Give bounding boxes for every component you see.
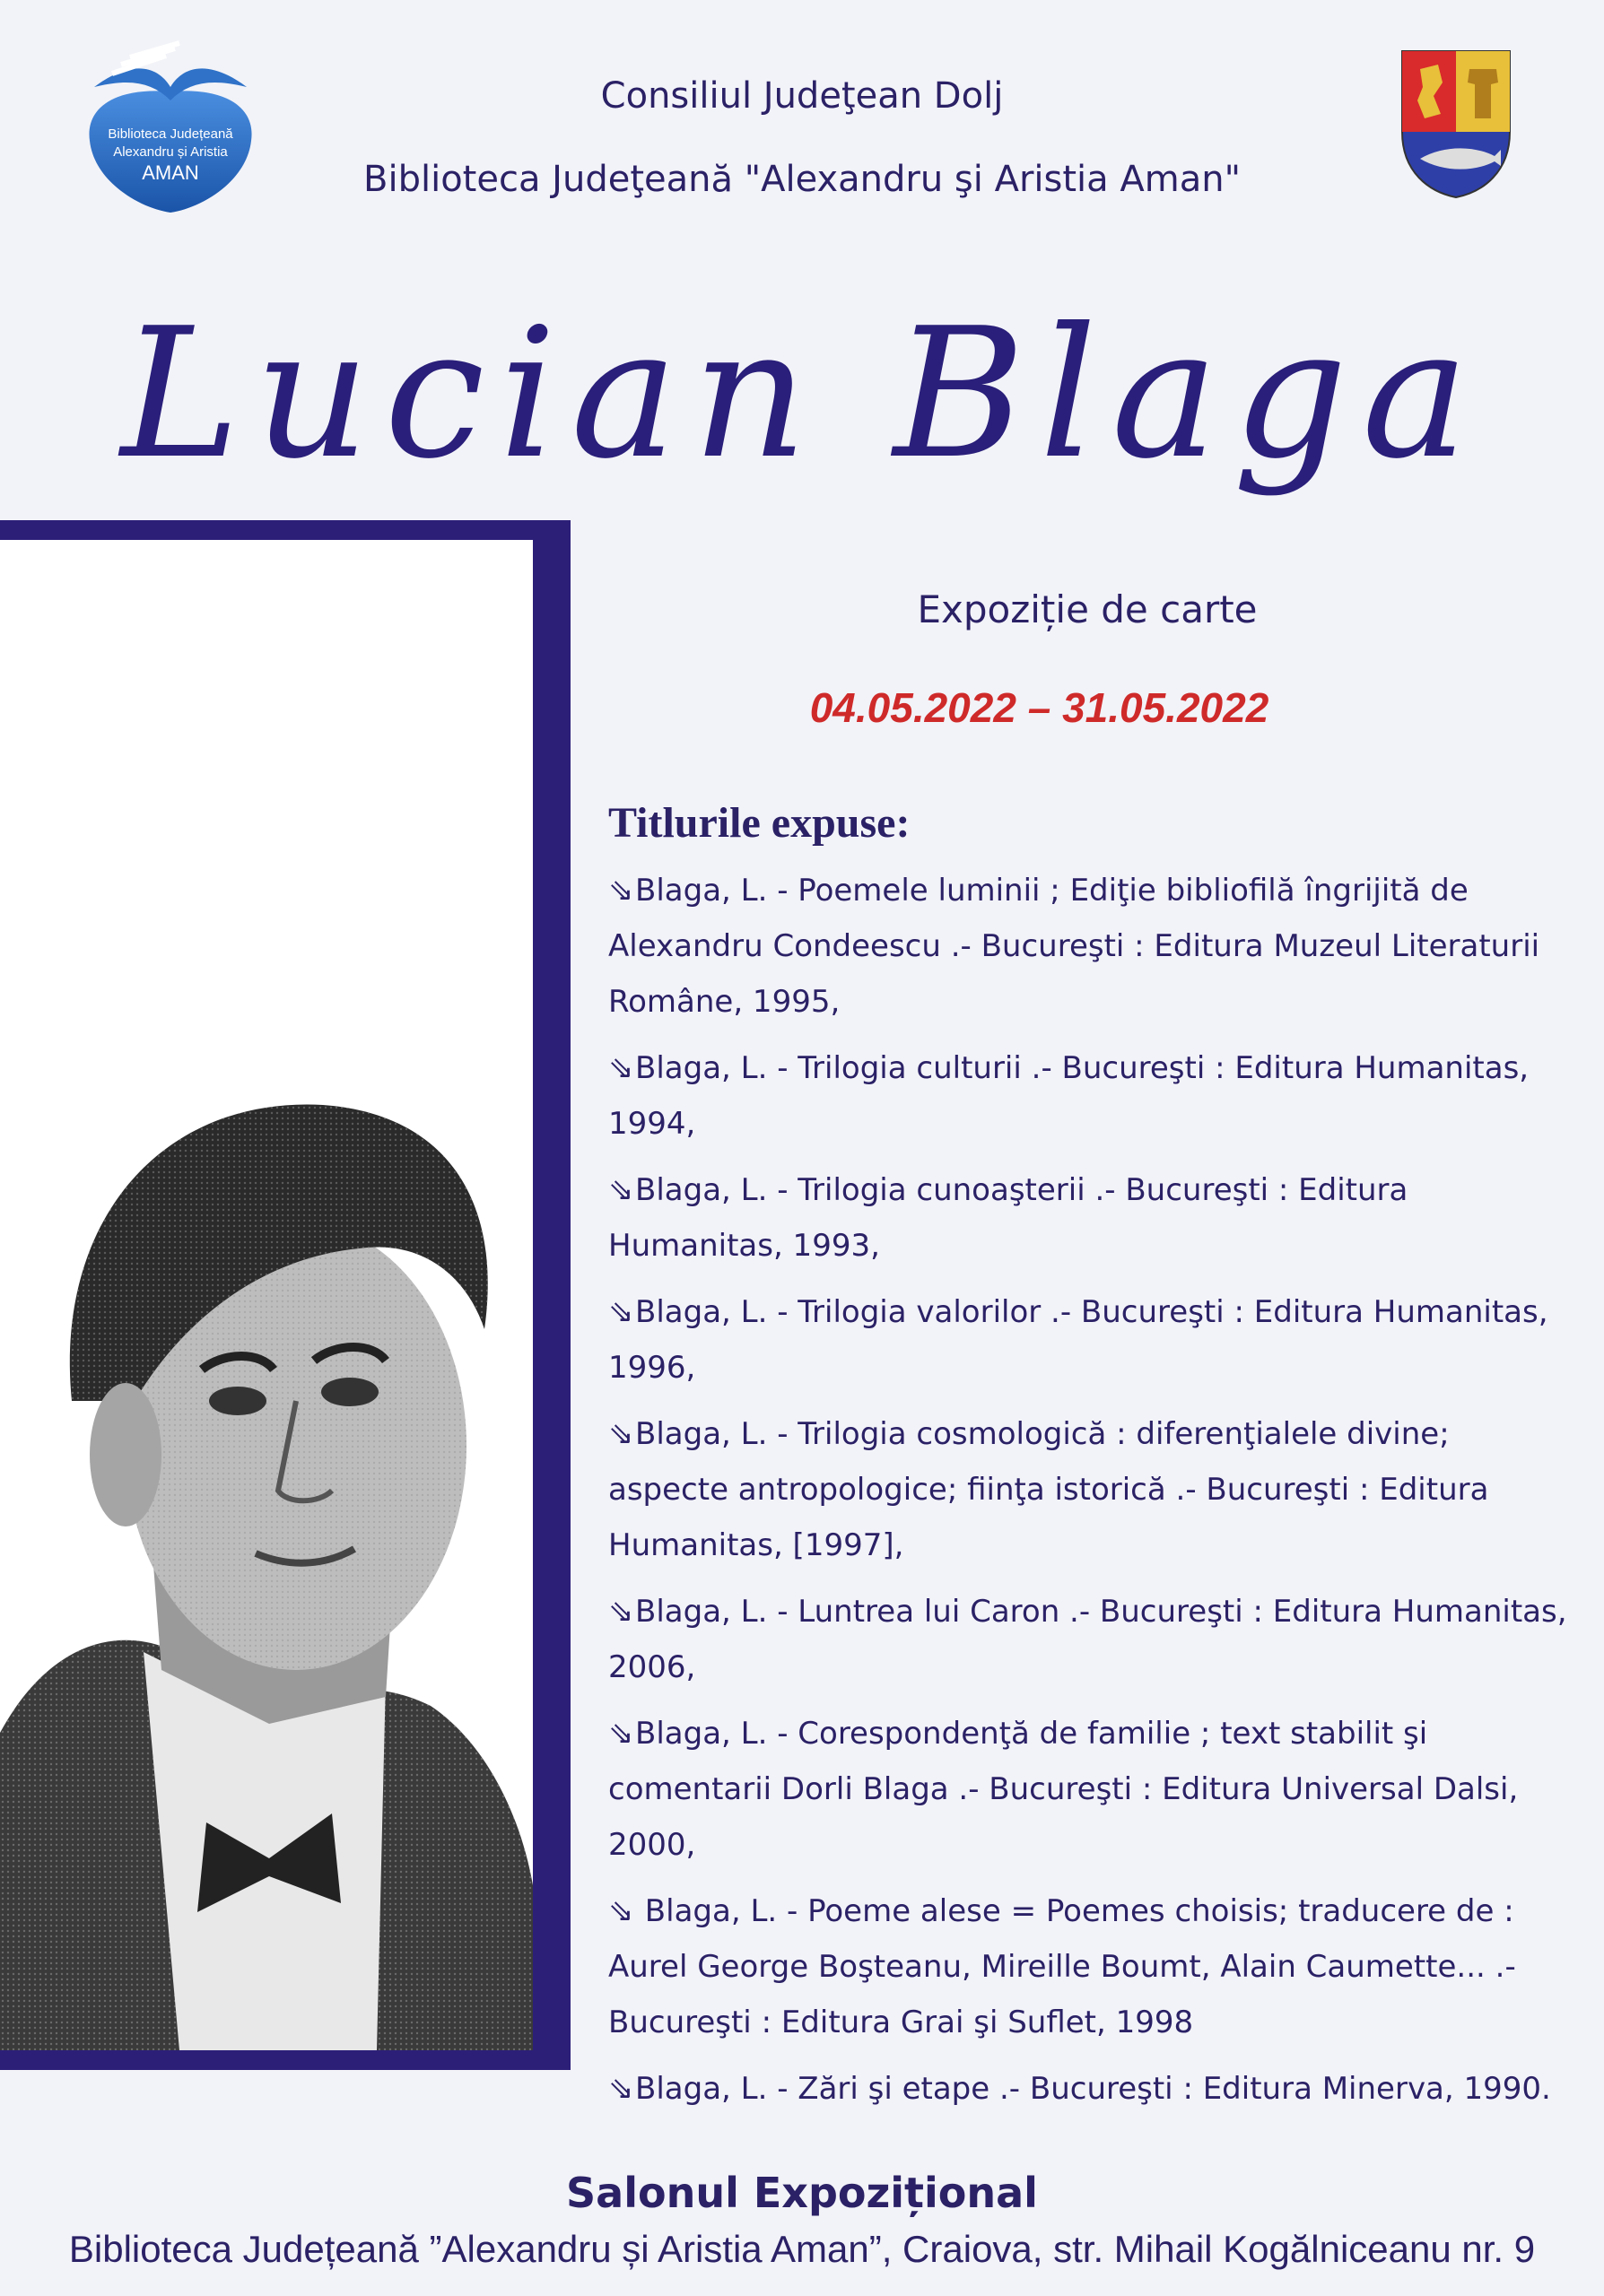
book-entry: Blaga, L. - Trilogia cosmologică : diferenţialele divine; aspecte antropologice; fiinţa istorică .- Bucureşti : Editura Humanitas, [1997], bbox=[608, 1416, 1489, 1563]
list-item bbox=[608, 863, 1577, 1030]
svg-text:Biblioteca Județeană: Biblioteca Județeană bbox=[108, 126, 233, 142]
books-heading: Titlurile expuse: bbox=[608, 799, 911, 847]
arrow-bullet-icon: ⇘ bbox=[608, 1416, 634, 1452]
book-entry: Blaga, L. - Poemele luminii ; Ediţie bibliofilă îngrijită de Alexandru Condeescu .- Bucureşti : Editura Muzeul Literaturii Române, 1995, bbox=[608, 873, 1540, 1020]
book-list bbox=[608, 863, 1577, 2127]
footer-title: Salonul Expozițional bbox=[566, 2169, 1038, 2217]
arrow-bullet-icon: ⇘ bbox=[608, 1594, 634, 1630]
list-item bbox=[608, 1406, 1577, 1573]
arrow-bullet-icon: ⇘ bbox=[608, 873, 634, 909]
council-name: Consiliul Judeţean Dolj bbox=[600, 75, 1004, 117]
list-item bbox=[608, 1584, 1577, 1695]
svg-text:AMAN: AMAN bbox=[142, 161, 199, 184]
portrait-frame-right bbox=[533, 520, 571, 2070]
svg-text:Alexandru și Aristia: Alexandru și Aristia bbox=[113, 144, 228, 160]
arrow-bullet-icon: ⇘ bbox=[608, 1172, 634, 1208]
arrow-bullet-icon: ⇘ bbox=[608, 1716, 634, 1752]
footer-address: Biblioteca Județeană ”Alexandru și Aristia Aman”, Craiova, str. Mihail Kogălniceanu nr. 9 bbox=[68, 2228, 1536, 2270]
list-item bbox=[608, 1162, 1577, 1274]
book-entry: Blaga, L. - Luntrea lui Caron .- Bucureşti : Editura Humanitas, 2006, bbox=[608, 1594, 1567, 1685]
arrow-bullet-icon: ⇘ bbox=[608, 1893, 634, 1929]
list-item bbox=[608, 1883, 1577, 2050]
exhibition-subtitle: Expoziție de carte bbox=[917, 587, 1258, 631]
arrow-bullet-icon: ⇘ bbox=[608, 1294, 634, 1330]
arrow-bullet-icon: ⇘ bbox=[608, 2071, 634, 2107]
portrait-photo-icon bbox=[0, 540, 533, 2050]
exhibition-dates: 04.05.2022 – 31.05.2022 bbox=[809, 684, 1269, 731]
book-entry: Blaga, L. - Zări şi etape .- Bucureşti : Editura Minerva, 1990. bbox=[635, 2071, 1551, 2107]
list-item bbox=[608, 1040, 1577, 1152]
portrait-frame-bottom bbox=[0, 2050, 571, 2070]
book-entry: Blaga, L. - Trilogia culturii .- Bucureşti : Editura Humanitas, 1994, bbox=[608, 1050, 1530, 1142]
book-entry: Blaga, L. - Trilogia cunoaşterii .- Bucureşti : Editura Humanitas, 1993, bbox=[608, 1172, 1408, 1264]
book-entry: Blaga, L. - Trilogia valorilor .- Bucureşti : Editura Humanitas, 1996, bbox=[608, 1294, 1548, 1386]
list-item bbox=[608, 1284, 1577, 1396]
portrait-frame-top bbox=[0, 520, 571, 540]
library-name: Biblioteca Judeţeană "Alexandru şi Aristia Aman" bbox=[363, 159, 1241, 200]
book-entry: Blaga, L. - Poeme alese = Poemes choisis; traducere de : Aurel George Boşteanu, Mireille Boumt, Alain Caumette... .- Bucureşti : Editura Grai şi Suflet, 1998 bbox=[608, 1893, 1516, 2040]
page-title: Lucian Blaga bbox=[120, 290, 1484, 499]
book-entry: Blaga, L. - Corespondenţă de familie ; text stabilit şi comentarii Dorli Blaga .- Bucureşti : Editura Universal Dalsi, 2000, bbox=[608, 1716, 1519, 1863]
arrow-bullet-icon: ⇘ bbox=[608, 1050, 634, 1086]
list-item bbox=[608, 2061, 1577, 2117]
list-item bbox=[608, 1706, 1577, 1873]
